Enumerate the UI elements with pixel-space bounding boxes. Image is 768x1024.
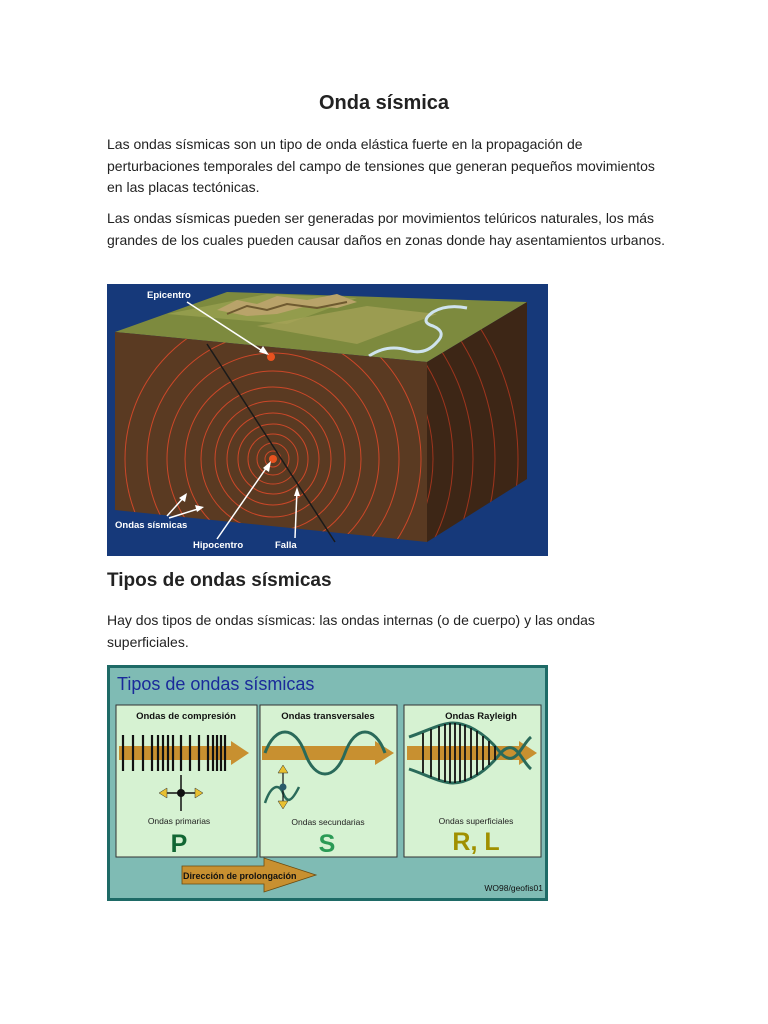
diagram-title: Tipos de ondas sísmicas — [117, 674, 315, 694]
section-heading: Tipos de ondas sísmicas — [107, 570, 332, 591]
panel2-letter: S — [318, 830, 336, 858]
label-falla: Falla — [275, 540, 297, 551]
label-hipocentro: Hipocentro — [193, 540, 244, 551]
label-epicentro: Epicentro — [147, 290, 191, 301]
panel1-caption: Ondas primarias — [147, 816, 211, 826]
panel3-caption: Ondas superficiales — [438, 816, 514, 826]
panel1-letter: P — [170, 830, 188, 858]
earthquake-block-diagram — [107, 284, 548, 556]
panel-rayleigh — [404, 705, 541, 857]
panel1-title: Ondas de compresión — [136, 711, 236, 722]
panel-compression — [116, 705, 257, 858]
panel3-letter: R, L — [452, 828, 500, 856]
wave-types-diagram — [107, 665, 548, 901]
panel-transverse — [260, 705, 397, 858]
page-title: Onda sísmica — [318, 92, 450, 114]
front-face — [115, 332, 427, 542]
second-paragraph: Las ondas sísmicas pueden ser generadas por movimientos telúricos naturales, los más grandes de los cuales pueden causar daños en zonas donde hay asentamientos urbanos. — [107, 210, 666, 248]
credit-text: WO98/geofis01 — [484, 883, 543, 893]
panel2-title: Ondas transversales — [281, 711, 375, 722]
direction-label: Dirección de prolongación — [183, 871, 297, 881]
label-ondas-sismicas: Ondas sísmicas — [115, 520, 188, 531]
panel2-caption: Ondas secundarias — [291, 817, 365, 827]
panel3-title: Ondas Rayleigh — [445, 711, 517, 722]
intro-paragraph: Las ondas sísmicas son un tipo de onda elástica fuerte en la propagación de perturbaciones temporales del campo de tensiones que generan pequeños movimientos en las placas tectónicas. — [107, 136, 655, 195]
types-paragraph: Hay dos tipos de ondas sísmicas: las ondas internas (o de cuerpo) y las ondas superficiales. — [107, 612, 595, 650]
